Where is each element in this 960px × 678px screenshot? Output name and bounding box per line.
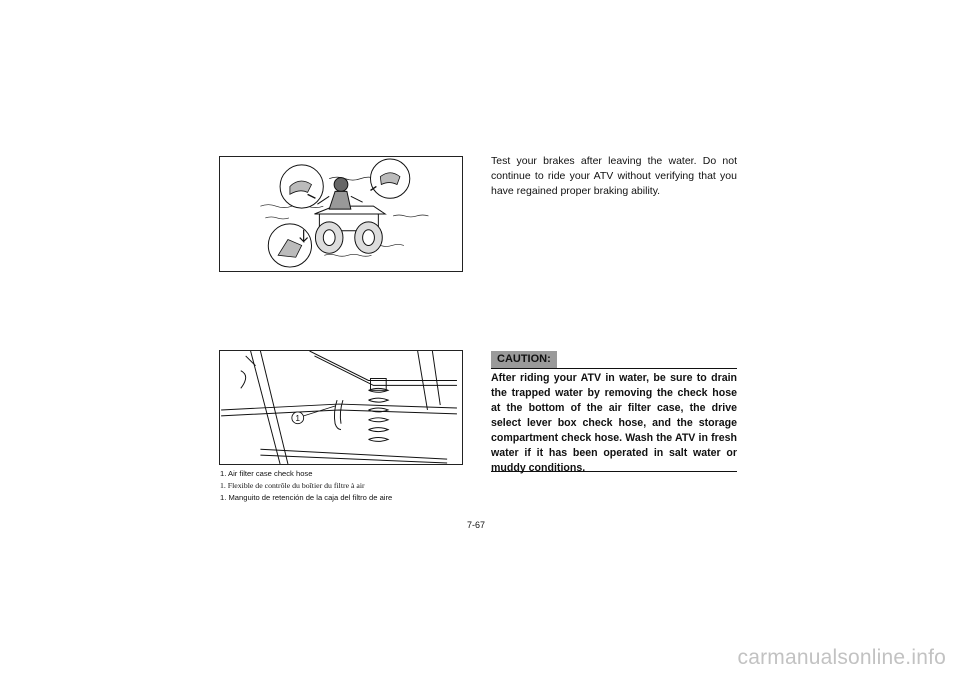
caption-spanish: 1. Manguito de retención de la caja del filtro de aire <box>220 493 393 502</box>
page-number: 7-67 <box>467 520 486 530</box>
check-hose-illustration <box>219 350 463 465</box>
atv-water-drawing <box>220 157 462 271</box>
check-hose-drawing <box>220 351 462 464</box>
caution-text: After riding your ATV in water, be sure to drain the trapped water by removing the check hose at the bottom of the air filter case, the drive select lever box check hose, and the storage compartment check hose. Wash the ATV in fresh water if it has been operated in salt water or muddy conditions. <box>491 372 737 474</box>
caution-header <box>491 351 737 369</box>
watermark: carmanualsonline.info <box>737 646 946 669</box>
atv-water-illustration <box>219 156 463 272</box>
figure-captions <box>220 468 470 504</box>
caption-english: 1. Air filter case check hose <box>220 469 313 478</box>
callout-number: 1 <box>295 412 301 423</box>
caution-bottom-rule <box>491 471 737 472</box>
brake-test-paragraph: Test your brakes after leaving the water. Do not continue to ride your ATV without verifying that you have regained proper braking ability. <box>491 155 737 197</box>
caption-french: 1. Flexible de contrôle du boîtier du filtre à air <box>220 481 365 490</box>
caution-label: CAUTION: <box>491 351 557 368</box>
